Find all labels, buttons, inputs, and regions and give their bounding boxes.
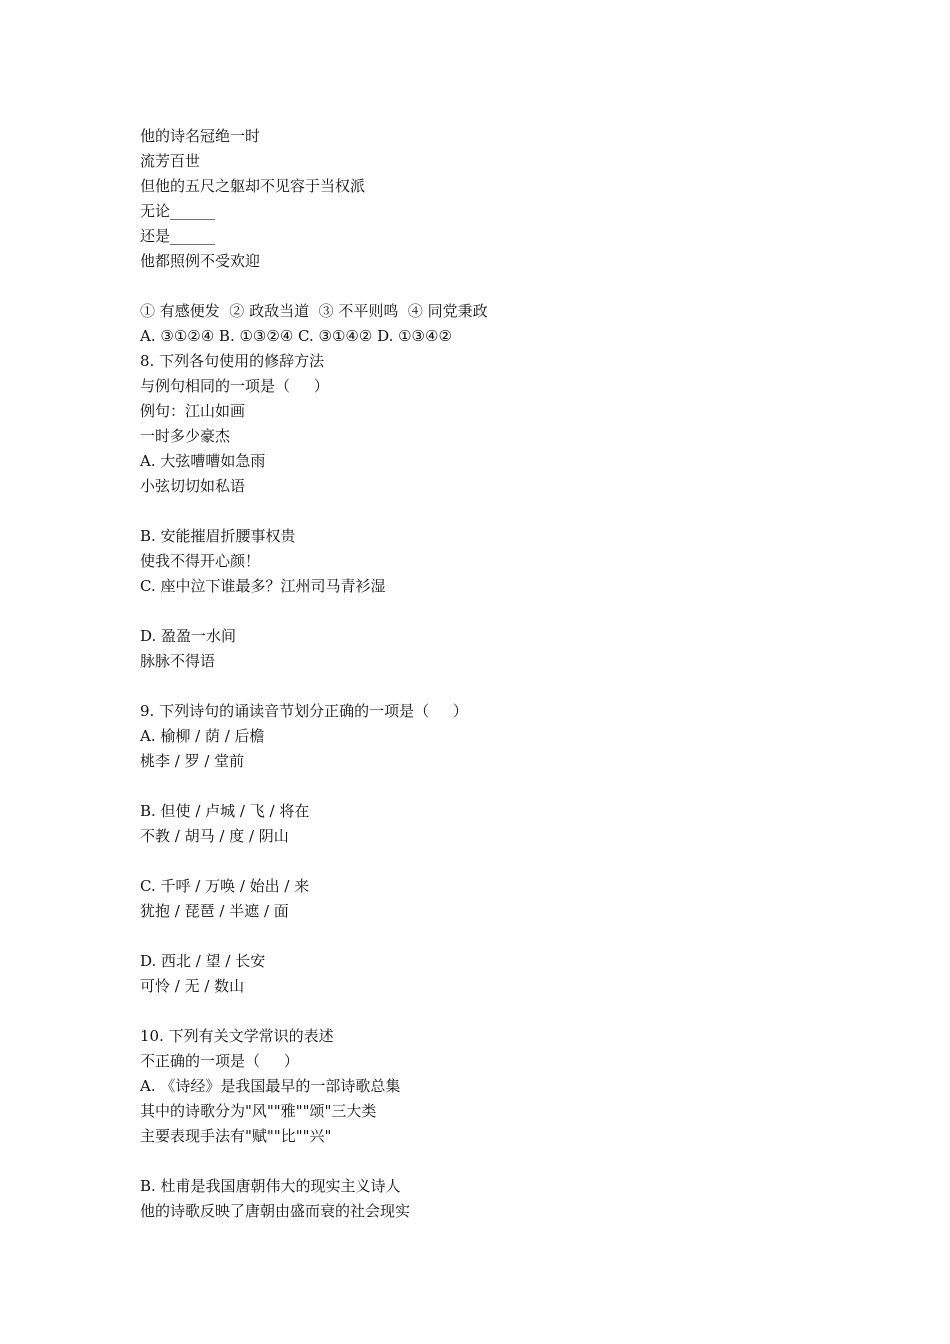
text-line: 无论______ — [140, 202, 216, 220]
text-line: 流芳百世 — [140, 152, 201, 170]
option-c: 犹抱 / 琵琶 / 半遮 / 面 — [140, 902, 289, 920]
option-d: 脉脉不得语 — [140, 652, 216, 670]
text-line: 还是______ — [140, 227, 216, 245]
option-a: A. 大弦嘈嘈如急雨 — [140, 452, 266, 470]
option-b: B. 杜甫是我国唐朝伟大的现实主义诗人 — [140, 1177, 401, 1195]
option-d: D. 盈盈一水间 — [140, 627, 237, 645]
document-body — [140, 124, 820, 1224]
option-a: 主要表现手法有"赋""比""兴" — [140, 1127, 332, 1145]
question-8-stem: 8. 下列各句使用的修辞方法 — [140, 352, 325, 370]
blank-line — [140, 1149, 820, 1174]
question-10-stem: 10. 下列有关文学常识的表述 — [140, 1027, 334, 1045]
options-line: ① 有感便发 ② 政敌当道 ③ 不平则鸣 ④ 同党秉政 — [140, 302, 488, 320]
option-a: 其中的诗歌分为"风""雅""颂"三大类 — [140, 1102, 377, 1120]
question-9-stem: 9. 下列诗句的诵读音节划分正确的一项是（ ） — [140, 702, 468, 720]
option-b: 他的诗歌反映了唐朝由盛而衰的社会现实 — [140, 1202, 411, 1220]
blank-line — [140, 274, 820, 299]
blank-line — [140, 599, 820, 624]
option-a: 桃李 / 罗 / 堂前 — [140, 752, 245, 770]
option-a: A. 《诗经》是我国最早的一部诗歌总集 — [140, 1077, 401, 1095]
blank-line — [140, 499, 820, 524]
blank-line — [140, 924, 820, 949]
text-line: 他都照例不受欢迎 — [140, 252, 261, 270]
example-sentence: 例句：江山如画 — [140, 402, 246, 420]
option-a: A. 榆柳 / 荫 / 后檐 — [140, 727, 265, 745]
option-c: C. 座中泣下谁最多？江州司马青衫湿 — [140, 577, 386, 595]
text-line: 但他的五尺之躯却不见容于当权派 — [140, 177, 366, 195]
option-d: 可怜 / 无 / 数山 — [140, 977, 245, 995]
option-c: C. 千呼 / 万唤 / 始出 / 来 — [140, 877, 310, 895]
option-b: B. 安能摧眉折腰事权贵 — [140, 527, 296, 545]
blank-line — [140, 849, 820, 874]
question-10-stem: 不正确的一项是（ ） — [140, 1052, 299, 1070]
text-line: 他的诗名冠绝一时 — [140, 127, 261, 145]
option-a: 小弦切切如私语 — [140, 477, 246, 495]
blank-line — [140, 774, 820, 799]
example-sentence: 一时多少豪杰 — [140, 427, 231, 445]
blank-line — [140, 674, 820, 699]
option-b: 使我不得开心颜！ — [140, 552, 261, 570]
option-b: B. 但使 / 卢城 / 飞 / 将在 — [140, 802, 310, 820]
option-b: 不教 / 胡马 / 度 / 阴山 — [140, 827, 289, 845]
blank-line — [140, 999, 820, 1024]
option-d: D. 西北 / 望 / 长安 — [140, 952, 266, 970]
answer-choices: A. ③①②④ B. ①③②④ C. ③①④② D. ①③④② — [140, 327, 452, 345]
question-8-stem: 与例句相同的一项是（ ） — [140, 377, 329, 395]
